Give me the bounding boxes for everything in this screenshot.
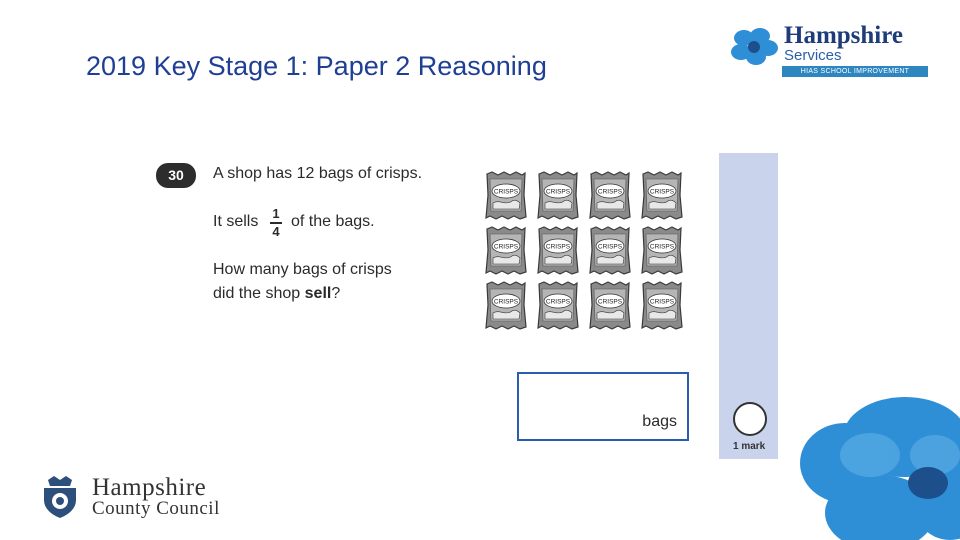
hias-banner: HIAS SCHOOL IMPROVEMENT: [782, 66, 928, 77]
crisp-bag-icon: [640, 281, 684, 330]
svg-text:CRISPS: CRISPS: [493, 188, 519, 196]
crisp-bag-icon: [536, 281, 580, 330]
hampshire-county-council-logo: [40, 474, 250, 520]
question-line-2-suffix: of the bags.: [291, 213, 375, 230]
answer-unit-label: bags: [642, 413, 677, 430]
answer-box[interactable]: [517, 372, 689, 441]
svg-text:CRISPS: CRISPS: [597, 243, 623, 251]
slide-title: 2019 Key Stage 1: Paper 2 Reasoning: [86, 51, 547, 81]
question-line-4-prefix: did the shop: [213, 285, 301, 302]
svg-text:CRISPS: CRISPS: [493, 298, 519, 306]
question-line-4: [213, 285, 340, 303]
mark-circle[interactable]: [733, 402, 767, 436]
hampshire-services-logo: [730, 22, 930, 82]
crisp-bag-icon: [536, 226, 580, 275]
svg-text:CRISPS: CRISPS: [649, 298, 675, 306]
question-number-badge: 30: [156, 163, 196, 188]
crisp-bag: [536, 226, 580, 275]
fraction-numerator: 1: [272, 206, 280, 221]
crisp-bag: [640, 281, 684, 330]
hampshire-services-subtitle: Services: [784, 47, 842, 64]
council-crest-icon: [40, 476, 80, 518]
crisp-bag-icon: [640, 171, 684, 220]
crisp-bag: [640, 171, 684, 220]
svg-text:CRISPS: CRISPS: [649, 188, 675, 196]
crisp-bag-icon: [588, 226, 632, 275]
crisp-bag: [484, 226, 528, 275]
crisp-bag-icon: [484, 281, 528, 330]
hampshire-services-name: Hampshire: [784, 22, 903, 49]
crisp-bag: [536, 171, 580, 220]
decorative-flower-icon: [800, 395, 960, 540]
crisp-bag-icon: [588, 281, 632, 330]
svg-text:CRISPS: CRISPS: [545, 243, 571, 251]
crisp-bag: [588, 226, 632, 275]
question-line-3: How many bags of crisps: [213, 261, 392, 278]
crisp-bag-icon: [640, 226, 684, 275]
crisp-bag: [484, 171, 528, 220]
crisp-bag: [588, 171, 632, 220]
council-subtitle: County Council: [92, 498, 220, 519]
svg-text:CRISPS: CRISPS: [649, 243, 675, 251]
svg-text:CRISPS: CRISPS: [597, 188, 623, 196]
fraction-denominator: 4: [272, 224, 280, 239]
crisp-bag: [536, 281, 580, 330]
crisp-bag: [588, 281, 632, 330]
crisp-bag: [640, 226, 684, 275]
question-line-4-bold: sell: [304, 285, 332, 302]
council-name: Hampshire: [92, 474, 207, 501]
question-line-4-suffix: ?: [331, 285, 341, 302]
crisp-bag-icon: [484, 226, 528, 275]
question-line-2-prefix: It sells: [213, 213, 259, 230]
crisp-bag-icon: [588, 171, 632, 220]
fraction-one-quarter: [270, 207, 282, 239]
svg-text:CRISPS: CRISPS: [545, 298, 571, 306]
crisp-bag: [484, 281, 528, 330]
flower-logo-icon: [730, 26, 780, 66]
svg-text:CRISPS: CRISPS: [493, 243, 519, 251]
question-line-1: A shop has 12 bags of crisps.: [213, 165, 423, 182]
svg-text:CRISPS: CRISPS: [597, 298, 623, 306]
crisp-bags-grid: [484, 171, 689, 333]
crisp-bag-icon: [536, 171, 580, 220]
svg-text:CRISPS: CRISPS: [545, 188, 571, 196]
mark-label: 1 mark: [733, 441, 766, 452]
crisp-bag-icon: [484, 171, 528, 220]
